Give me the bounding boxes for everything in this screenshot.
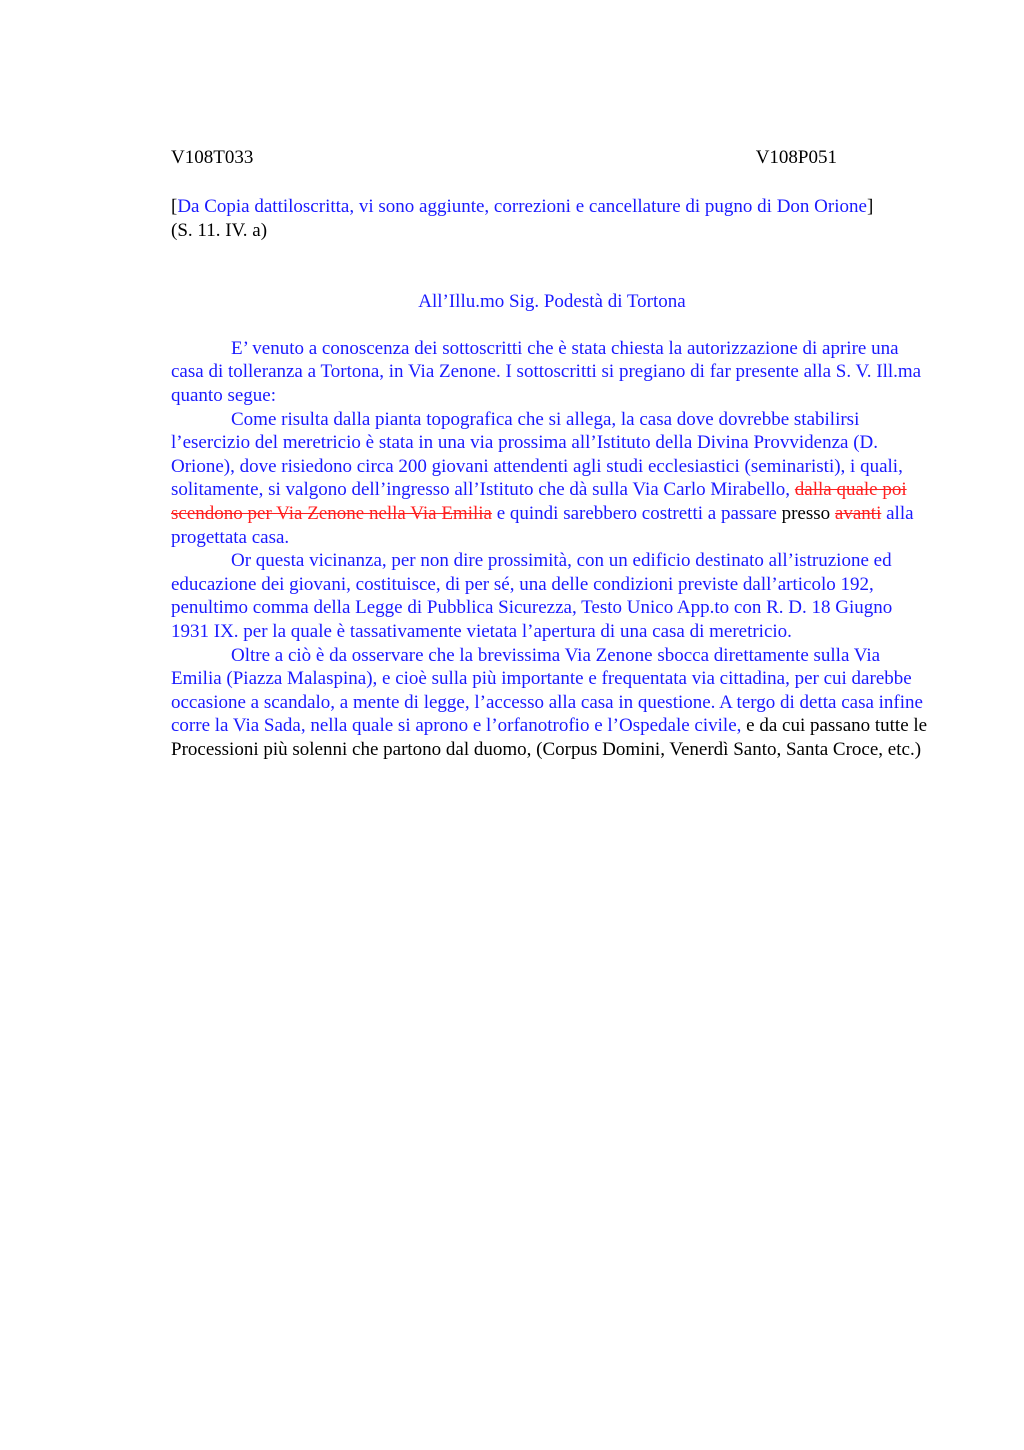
document-code-right: V108P051 (755, 147, 837, 168)
paragraph-4 (171, 644, 931, 762)
document-code-left: V108T033 (171, 147, 254, 168)
paragraph-2-text-3: alla progettata casa. (171, 502, 914, 548)
paragraph-2-text-1: Come risulta dalla pianta topografica che si allega, la casa dove dovrebbe stabilirsi l’esercizio del meretricio è stata in una via prossima all’Istituto della Divina Provvidenza (D. Orione), dove risiedono circa 200 giovani attendenti agli studi ecclesiastici (seminaristi), i quali, solitamente, si valgono dell’ingresso all’Istituto che dà sulla Via Carlo Mirabello, (171, 408, 903, 501)
paragraph-4-addition: e da cui passano tutte le Processioni più solenni che partono dal duomo, (Corpus Domini, Venerdì Santo, Santa Croce, etc.) (171, 715, 928, 760)
paragraph-1: E’ venuto a conoscenza dei sottoscritti che è stata chiesta la autorizzazione di aprire una casa di tolleranza a Tortona, in Via Zenone. I sottoscritti si pregiano di far presente alla S. V. Ill.ma quanto segue: (171, 337, 922, 406)
deleted-text-1: dalla quale poi scendono per Via Zenone nella Via Emilia (171, 479, 907, 524)
paragraph-4-text-1: Oltre a ciò è da osservare che la brevissima Via Zenone sbocca direttamente sulla Via Emilia (Piazza Malaspina), e cioè sulla più importante e frequentata via cittadina, per cui darebbe occasione a scandalo, a mente di legge, l’accesso alla casa in questione. A tergo di detta casa infine corre la Via Sada, nella quale si aprono e l’orfanotrofio e l’Ospedale civile, (171, 644, 923, 737)
inserted-word: presso (781, 502, 831, 524)
document-header (171, 146, 931, 170)
letter-body (171, 337, 931, 762)
document-page (171, 146, 931, 761)
source-note (171, 195, 931, 219)
letter-address: All’Illu.mo Sig. Podestà di Tortona (418, 291, 686, 313)
note-open-bracket: [ (171, 196, 178, 217)
paragraph-2 (171, 408, 931, 550)
paragraph-2-text-2: e quindi sarebbero costretti a passare (491, 502, 782, 524)
archive-reference: (S. 11. IV. a) (171, 219, 268, 241)
deleted-text-2: avanti (834, 502, 882, 524)
note-text: Da Copia dattiloscritta, vi sono aggiunte, correzioni e cancellature di pugno di Don Orione (177, 196, 867, 217)
paragraph-3: Or questa vicinanza, per non dire prossimità, con un edificio destinato all’istruzione ed educazione dei giovani, costituisce, di per sé, una delle condizioni previste dall’articolo 192, penultimo comma della Legge di Pubblica Sicurezza, Testo Unico App.to con R. D. 18 Giugno 1931 IX. per la quale è tassativamente vietata l’apertura di una casa di meretricio. (171, 550, 893, 642)
note-close-bracket: ] (866, 196, 874, 217)
